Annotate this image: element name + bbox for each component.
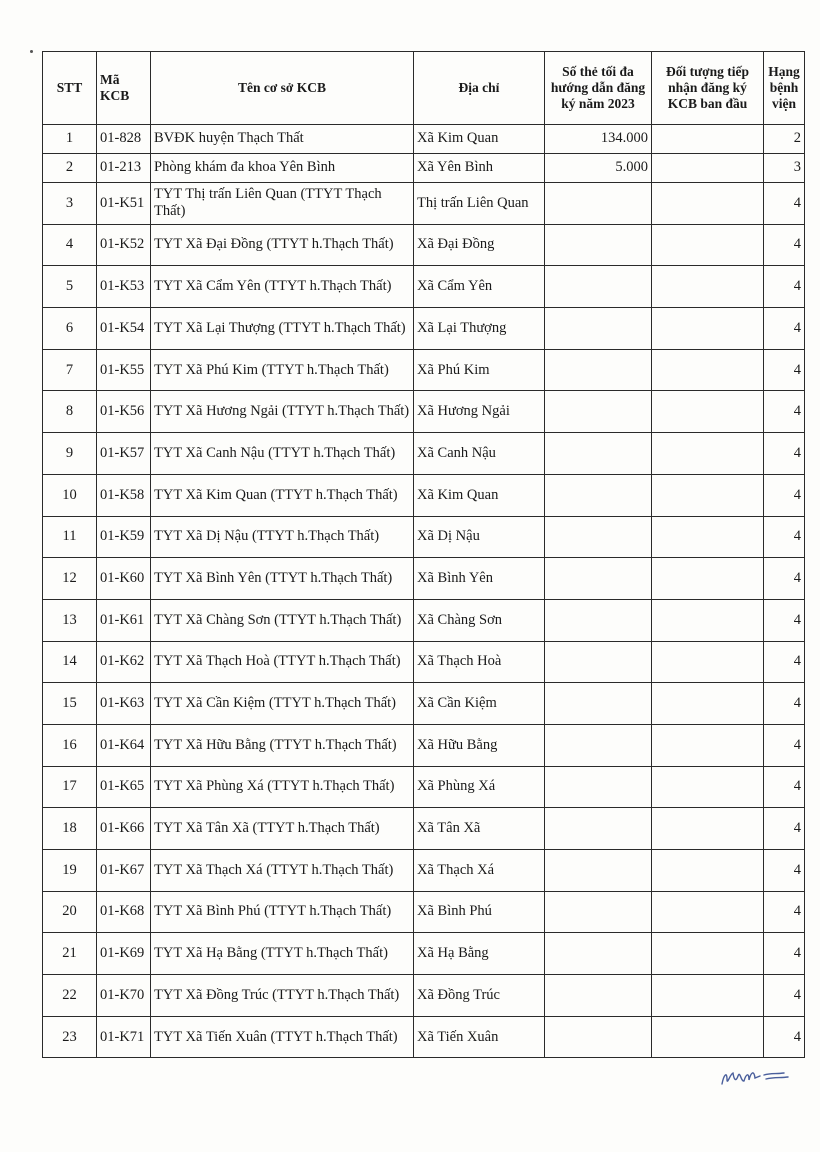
row-hang: 4: [764, 308, 805, 350]
row-ma-kcb: 01-828: [97, 125, 151, 154]
row-dia-chi: Xã Thạch Hoà: [414, 641, 545, 683]
row-stt: 21: [43, 933, 97, 975]
row-doi-tuong: [652, 766, 764, 808]
row-doi-tuong: [652, 1016, 764, 1058]
header-hang-benh-vien: Hạng bệnh viện: [764, 52, 805, 125]
row-stt: 16: [43, 724, 97, 766]
row-hang: 4: [764, 433, 805, 475]
row-ten-co-so: TYT Xã Chàng Sơn (TTYT h.Thạch Thất): [151, 599, 414, 641]
table-row: [43, 683, 805, 725]
row-ma-kcb: 01-K69: [97, 933, 151, 975]
row-ma-kcb: 01-K51: [97, 183, 151, 225]
row-hang: 4: [764, 891, 805, 933]
row-ten-co-so: TYT Xã Bình Phú (TTYT h.Thạch Thất): [151, 891, 414, 933]
table-row: [43, 183, 805, 225]
row-doi-tuong: [652, 266, 764, 308]
row-ten-co-so: TYT Xã Lại Thượng (TTYT h.Thạch Thất): [151, 308, 414, 350]
row-ma-kcb: 01-K66: [97, 808, 151, 850]
table-row: [43, 125, 805, 154]
row-hang: 4: [764, 724, 805, 766]
row-doi-tuong: [652, 125, 764, 154]
row-hang: 4: [764, 1016, 805, 1058]
row-stt: 13: [43, 599, 97, 641]
row-doi-tuong: [652, 724, 764, 766]
table-row: [43, 516, 805, 558]
row-dia-chi: Xã Hữu Bằng: [414, 724, 545, 766]
row-doi-tuong: [652, 641, 764, 683]
row-stt: 8: [43, 391, 97, 433]
row-doi-tuong: [652, 349, 764, 391]
row-stt: 7: [43, 349, 97, 391]
row-doi-tuong: [652, 154, 764, 183]
table-row: [43, 1016, 805, 1058]
table-row: [43, 391, 805, 433]
row-so-the: [545, 308, 652, 350]
row-so-the: [545, 766, 652, 808]
row-stt: 3: [43, 183, 97, 225]
row-ten-co-so: TYT Xã Bình Yên (TTYT h.Thạch Thất): [151, 558, 414, 600]
table-row: [43, 558, 805, 600]
row-so-the: [545, 850, 652, 892]
row-ten-co-so: TYT Xã Thạch Hoà (TTYT h.Thạch Thất): [151, 641, 414, 683]
table-row: [43, 154, 805, 183]
row-so-the: [545, 266, 652, 308]
row-so-the: [545, 808, 652, 850]
row-dia-chi: Xã Kim Quan: [414, 125, 545, 154]
table-row: [43, 975, 805, 1017]
row-doi-tuong: [652, 683, 764, 725]
row-ma-kcb: 01-K63: [97, 683, 151, 725]
row-doi-tuong: [652, 975, 764, 1017]
row-stt: 4: [43, 224, 97, 266]
kcb-table: [42, 51, 805, 1058]
scan-speck: [30, 50, 33, 53]
row-doi-tuong: [652, 933, 764, 975]
table-row: [43, 933, 805, 975]
row-hang: 4: [764, 224, 805, 266]
table-row: [43, 599, 805, 641]
row-ma-kcb: 01-K54: [97, 308, 151, 350]
row-dia-chi: Thị trấn Liên Quan: [414, 183, 545, 225]
table-row: [43, 850, 805, 892]
row-dia-chi: Xã Dị Nậu: [414, 516, 545, 558]
row-so-the: [545, 891, 652, 933]
header-so-the: Số thẻ tối đa hướng dẫn đăng ký năm 2023: [545, 52, 652, 125]
table-row: [43, 349, 805, 391]
row-stt: 6: [43, 308, 97, 350]
row-so-the: [545, 558, 652, 600]
row-hang: 4: [764, 683, 805, 725]
row-stt: 18: [43, 808, 97, 850]
row-hang: 4: [764, 599, 805, 641]
row-so-the: [545, 933, 652, 975]
row-hang: 4: [764, 516, 805, 558]
table-row: [43, 433, 805, 475]
row-ma-kcb: 01-K62: [97, 641, 151, 683]
row-dia-chi: Xã Đại Đồng: [414, 224, 545, 266]
row-ma-kcb: 01-K56: [97, 391, 151, 433]
row-ma-kcb: 01-K53: [97, 266, 151, 308]
row-ma-kcb: 01-K58: [97, 474, 151, 516]
row-hang: 4: [764, 933, 805, 975]
row-stt: 20: [43, 891, 97, 933]
row-doi-tuong: [652, 516, 764, 558]
row-ma-kcb: 01-K67: [97, 850, 151, 892]
row-ten-co-so: TYT Xã Kim Quan (TTYT h.Thạch Thất): [151, 474, 414, 516]
row-so-the: [545, 724, 652, 766]
row-ten-co-so: TYT Xã Cẩm Yên (TTYT h.Thạch Thất): [151, 266, 414, 308]
table-row: [43, 808, 805, 850]
row-ten-co-so: TYT Xã Đồng Trúc (TTYT h.Thạch Thất): [151, 975, 414, 1017]
row-ten-co-so: TYT Xã Canh Nậu (TTYT h.Thạch Thất): [151, 433, 414, 475]
row-ten-co-so: BVĐK huyện Thạch Thất: [151, 125, 414, 154]
table-row: [43, 224, 805, 266]
header-ma-kcb: Mã KCB: [97, 52, 151, 125]
row-so-the: 134.000: [545, 125, 652, 154]
row-ten-co-so: TYT Xã Phùng Xá (TTYT h.Thạch Thất): [151, 766, 414, 808]
row-ten-co-so: TYT Xã Tiến Xuân (TTYT h.Thạch Thất): [151, 1016, 414, 1058]
table-row: [43, 724, 805, 766]
row-hang: 4: [764, 558, 805, 600]
row-ten-co-so: TYT Xã Phú Kim (TTYT h.Thạch Thất): [151, 349, 414, 391]
row-doi-tuong: [652, 391, 764, 433]
row-dia-chi: Xã Tiến Xuân: [414, 1016, 545, 1058]
row-ma-kcb: 01-K71: [97, 1016, 151, 1058]
row-so-the: 5.000: [545, 154, 652, 183]
row-hang: 4: [764, 474, 805, 516]
row-dia-chi: Xã Lại Thượng: [414, 308, 545, 350]
row-ten-co-so: TYT Xã Cần Kiệm (TTYT h.Thạch Thất): [151, 683, 414, 725]
row-ma-kcb: 01-K70: [97, 975, 151, 1017]
row-so-the: [545, 349, 652, 391]
row-so-the: [545, 433, 652, 475]
row-doi-tuong: [652, 308, 764, 350]
row-doi-tuong: [652, 474, 764, 516]
header-doi-tuong: Đối tượng tiếp nhận đăng ký KCB ban đầu: [652, 52, 764, 125]
row-stt: 19: [43, 850, 97, 892]
table-row: [43, 266, 805, 308]
row-doi-tuong: [652, 808, 764, 850]
row-doi-tuong: [652, 558, 764, 600]
row-ma-kcb: 01-K55: [97, 349, 151, 391]
row-dia-chi: Xã Chàng Sơn: [414, 599, 545, 641]
row-stt: 2: [43, 154, 97, 183]
row-hang: 4: [764, 266, 805, 308]
row-ten-co-so: TYT Xã Hữu Bằng (TTYT h.Thạch Thất): [151, 724, 414, 766]
row-ma-kcb: 01-K64: [97, 724, 151, 766]
row-ten-co-so: TYT Thị trấn Liên Quan (TTYT Thạch Thất): [151, 183, 414, 225]
row-ten-co-so: TYT Xã Đại Đồng (TTYT h.Thạch Thất): [151, 224, 414, 266]
row-stt: 11: [43, 516, 97, 558]
header-ten-co-so: Tên cơ sở KCB: [151, 52, 414, 125]
signature-mark: [718, 1064, 798, 1090]
row-hang: 4: [764, 975, 805, 1017]
row-ma-kcb: 01-K65: [97, 766, 151, 808]
row-stt: 23: [43, 1016, 97, 1058]
header-stt: STT: [43, 52, 97, 125]
row-ma-kcb: 01-K60: [97, 558, 151, 600]
row-ten-co-so: Phòng khám đa khoa Yên Bình: [151, 154, 414, 183]
row-hang: 4: [764, 766, 805, 808]
row-doi-tuong: [652, 599, 764, 641]
row-dia-chi: Xã Kim Quan: [414, 474, 545, 516]
row-ma-kcb: 01-K59: [97, 516, 151, 558]
row-dia-chi: Xã Bình Yên: [414, 558, 545, 600]
row-doi-tuong: [652, 850, 764, 892]
row-so-the: [545, 474, 652, 516]
table-row: [43, 766, 805, 808]
table-row: [43, 891, 805, 933]
row-so-the: [545, 1016, 652, 1058]
row-ten-co-so: TYT Xã Tân Xã (TTYT h.Thạch Thất): [151, 808, 414, 850]
table-row: [43, 308, 805, 350]
row-dia-chi: Xã Đồng Trúc: [414, 975, 545, 1017]
row-so-the: [545, 641, 652, 683]
row-doi-tuong: [652, 433, 764, 475]
table-row: [43, 474, 805, 516]
row-ten-co-so: TYT Xã Thạch Xá (TTYT h.Thạch Thất): [151, 850, 414, 892]
header-row: [43, 52, 805, 125]
row-ten-co-so: TYT Xã Hương Ngải (TTYT h.Thạch Thất): [151, 391, 414, 433]
row-dia-chi: Xã Thạch Xá: [414, 850, 545, 892]
row-doi-tuong: [652, 891, 764, 933]
row-hang: 4: [764, 850, 805, 892]
table-body: [43, 125, 805, 1058]
row-dia-chi: Xã Cần Kiệm: [414, 683, 545, 725]
row-dia-chi: Xã Tân Xã: [414, 808, 545, 850]
row-ma-kcb: 01-213: [97, 154, 151, 183]
row-ma-kcb: 01-K68: [97, 891, 151, 933]
row-dia-chi: Xã Yên Bình: [414, 154, 545, 183]
row-stt: 5: [43, 266, 97, 308]
row-dia-chi: Xã Hạ Bằng: [414, 933, 545, 975]
row-so-the: [545, 391, 652, 433]
row-ten-co-so: TYT Xã Dị Nậu (TTYT h.Thạch Thất): [151, 516, 414, 558]
row-hang: 4: [764, 349, 805, 391]
row-stt: 15: [43, 683, 97, 725]
row-stt: 9: [43, 433, 97, 475]
row-hang: 4: [764, 808, 805, 850]
header-dia-chi: Địa chỉ: [414, 52, 545, 125]
row-dia-chi: Xã Hương Ngải: [414, 391, 545, 433]
row-hang: 3: [764, 154, 805, 183]
row-dia-chi: Xã Bình Phú: [414, 891, 545, 933]
row-doi-tuong: [652, 224, 764, 266]
row-so-the: [545, 599, 652, 641]
row-stt: 14: [43, 641, 97, 683]
row-ma-kcb: 01-K61: [97, 599, 151, 641]
row-hang: 2: [764, 125, 805, 154]
row-hang: 4: [764, 391, 805, 433]
row-dia-chi: Xã Phùng Xá: [414, 766, 545, 808]
row-so-the: [545, 516, 652, 558]
row-doi-tuong: [652, 183, 764, 225]
table-row: [43, 641, 805, 683]
row-so-the: [545, 975, 652, 1017]
row-dia-chi: Xã Phú Kim: [414, 349, 545, 391]
row-stt: 17: [43, 766, 97, 808]
row-hang: 4: [764, 641, 805, 683]
row-so-the: [545, 224, 652, 266]
row-ma-kcb: 01-K57: [97, 433, 151, 475]
row-dia-chi: Xã Canh Nậu: [414, 433, 545, 475]
row-stt: 1: [43, 125, 97, 154]
row-ma-kcb: 01-K52: [97, 224, 151, 266]
row-stt: 10: [43, 474, 97, 516]
row-so-the: [545, 183, 652, 225]
row-stt: 12: [43, 558, 97, 600]
row-hang: 4: [764, 183, 805, 225]
row-ten-co-so: TYT Xã Hạ Bằng (TTYT h.Thạch Thất): [151, 933, 414, 975]
row-stt: 22: [43, 975, 97, 1017]
row-so-the: [545, 683, 652, 725]
row-dia-chi: Xã Cẩm Yên: [414, 266, 545, 308]
